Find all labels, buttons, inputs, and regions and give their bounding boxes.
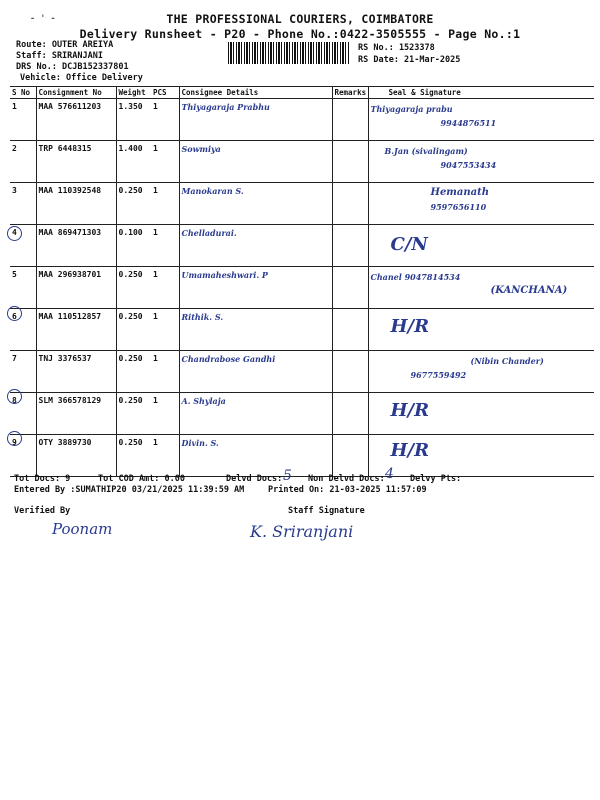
signature-line2: 9677559492 — [410, 370, 467, 380]
row-consignee: A. Shylaja — [179, 393, 332, 435]
row-weight: 0.250 — [116, 393, 151, 435]
row-weight: 0.250 — [116, 435, 151, 477]
row-remarks — [332, 141, 368, 183]
table-row — [10, 435, 594, 477]
signature-line1: (Nibin Chander) — [470, 356, 544, 366]
row-consignment: OTY 3889730 — [36, 435, 116, 477]
table-row — [10, 267, 594, 309]
row-signature — [368, 309, 594, 351]
entered-by: Entered By :SUMATHIP20 03/21/2025 11:39:59 AM — [14, 485, 245, 495]
signature-line1: H/R — [390, 400, 430, 421]
row-weight: 0.250 — [116, 183, 151, 225]
signature-line1: H/R — [390, 440, 430, 461]
row-consignment: TNJ 3376537 — [36, 351, 116, 393]
row-sno: 7 — [10, 351, 36, 393]
verified-by-label: Verified By — [14, 506, 71, 516]
staff-signature-label: Staff Signature — [288, 506, 365, 516]
signature-line1: Hemanath — [430, 187, 490, 198]
sno-circle-mark — [7, 431, 22, 446]
non-delvd-docs-hand: 4 — [385, 466, 394, 482]
row-weight: 0.250 — [116, 351, 151, 393]
signature-line1: Thiyagaraja prabu — [370, 104, 453, 114]
row-pcs: 1 — [151, 267, 179, 309]
signature-line1: H/R — [390, 316, 430, 337]
row-sno: 1 — [10, 99, 36, 141]
row-signature — [368, 141, 594, 183]
rs-no: RS No.: 1523378 — [358, 43, 435, 53]
col-header-signature: Seal & Signature — [368, 87, 594, 99]
row-weight: 0.250 — [116, 267, 151, 309]
col-header-weight: Weight — [116, 87, 151, 99]
row-remarks — [332, 267, 368, 309]
row-remarks — [332, 309, 368, 351]
table-row — [10, 225, 594, 267]
table-row — [10, 141, 594, 183]
row-sno: 8 — [10, 393, 36, 435]
row-sno: 3 — [10, 183, 36, 225]
row-consignment: MAA 110512857 — [36, 309, 116, 351]
row-sno: 5 — [10, 267, 36, 309]
col-header-consignee: Consignee Details — [179, 87, 332, 99]
table-header-row — [10, 87, 594, 99]
col-header-consignment: Consignment No — [36, 87, 116, 99]
table-row — [10, 351, 594, 393]
row-signature — [368, 351, 594, 393]
row-sno: 9 — [10, 435, 36, 477]
route: Route: OUTER AREIYA — [16, 40, 114, 50]
col-header-remarks: Remarks — [332, 87, 368, 99]
vehicle: Vehicle: Office Delivery — [20, 73, 143, 83]
signature-line2: 9597656110 — [430, 202, 487, 212]
signature-line1: B.Jan (sivalingam) — [384, 146, 468, 156]
non-delvd-docs: Non Delvd Docs: — [308, 474, 385, 484]
row-pcs: 1 — [151, 435, 179, 477]
row-remarks — [332, 225, 368, 267]
corner-mark: - ' - — [30, 14, 56, 24]
signature-line2: (KANCHANA) — [490, 285, 568, 296]
row-remarks — [332, 183, 368, 225]
row-consignee: Divin. S. — [179, 435, 332, 477]
sno-circle-mark — [7, 306, 22, 321]
row-pcs: 1 — [151, 183, 179, 225]
row-sno: 2 — [10, 141, 36, 183]
row-pcs: 1 — [151, 393, 179, 435]
sno-circle-mark — [7, 389, 22, 404]
row-consignment: MAA 296938701 — [36, 267, 116, 309]
signature-line1: Chanel 9047814534 — [370, 272, 461, 282]
runsheet-table — [10, 86, 594, 477]
row-sno: 4 — [10, 225, 36, 267]
row-signature — [368, 393, 594, 435]
row-consignment: MAA 110392548 — [36, 183, 116, 225]
runsheet-title: Delivery Runsheet - P20 - Phone No.:0422-3505555 - Page No.:1 — [79, 27, 521, 41]
row-signature — [368, 99, 594, 141]
row-pcs: 1 — [151, 351, 179, 393]
row-consignment: TRP 6448315 — [36, 141, 116, 183]
row-consignee: Manokaran S. — [179, 183, 332, 225]
delvd-docs-hand: 5 — [283, 468, 292, 484]
row-signature — [368, 435, 594, 477]
tot-docs: Tot Docs: 9 — [14, 474, 71, 484]
row-weight: 0.250 — [116, 309, 151, 351]
barcode — [228, 42, 350, 64]
drs-no: DRS No.: DCJB152337801 — [16, 62, 129, 72]
row-consignment: SLM 366578129 — [36, 393, 116, 435]
row-consignee: Umamaheshwari. P — [179, 267, 332, 309]
staff-signature: K. Sriranjani — [250, 522, 354, 541]
delvy-pts: Delvy Pts: — [410, 474, 462, 484]
table-row — [10, 393, 594, 435]
row-remarks — [332, 435, 368, 477]
row-signature — [368, 183, 594, 225]
row-consignee: Chandrabose Gandhi — [179, 351, 332, 393]
printed-on: Printed On: 21-03-2025 11:57:09 — [268, 485, 427, 495]
row-consignment: MAA 576611203 — [36, 99, 116, 141]
row-signature — [368, 225, 594, 267]
row-pcs: 1 — [151, 225, 179, 267]
signature-line2: 9944876511 — [440, 118, 497, 128]
row-remarks — [332, 393, 368, 435]
row-weight: 1.350 — [116, 99, 151, 141]
verified-by-signature: Poonam — [52, 520, 113, 538]
table-row — [10, 309, 594, 351]
staff: Staff: SRIRANJANI — [16, 51, 103, 61]
row-signature — [368, 267, 594, 309]
col-header-pcs: PCS — [151, 87, 179, 99]
row-consignee: Rithik. S. — [179, 309, 332, 351]
tot-cod-amt: Tot COD Amt: 0.00 — [98, 474, 185, 484]
row-consignee: Thiyagaraja Prabhu — [179, 99, 332, 141]
row-weight: 0.100 — [116, 225, 151, 267]
company-title: THE PROFESSIONAL COURIERS, COIMBATORE — [166, 12, 434, 26]
row-pcs: 1 — [151, 309, 179, 351]
signature-line1: C/N — [390, 234, 428, 255]
row-pcs: 1 — [151, 99, 179, 141]
table-row — [10, 99, 594, 141]
rs-date: RS Date: 21-Mar-2025 — [358, 55, 461, 65]
row-consignee: Chelladurai. — [179, 225, 332, 267]
signature-line2: 9047553434 — [440, 160, 497, 170]
row-weight: 1.400 — [116, 141, 151, 183]
row-consignee: Sowmiya — [179, 141, 332, 183]
row-remarks — [332, 351, 368, 393]
col-header-sno: S No — [10, 87, 36, 99]
sno-circle-mark — [7, 226, 22, 241]
row-sno: 6 — [10, 309, 36, 351]
delvd-docs: Delvd Docs: — [226, 474, 283, 484]
row-remarks — [332, 99, 368, 141]
row-pcs: 1 — [151, 141, 179, 183]
row-consignment: MAA 869471303 — [36, 225, 116, 267]
table-row — [10, 183, 594, 225]
